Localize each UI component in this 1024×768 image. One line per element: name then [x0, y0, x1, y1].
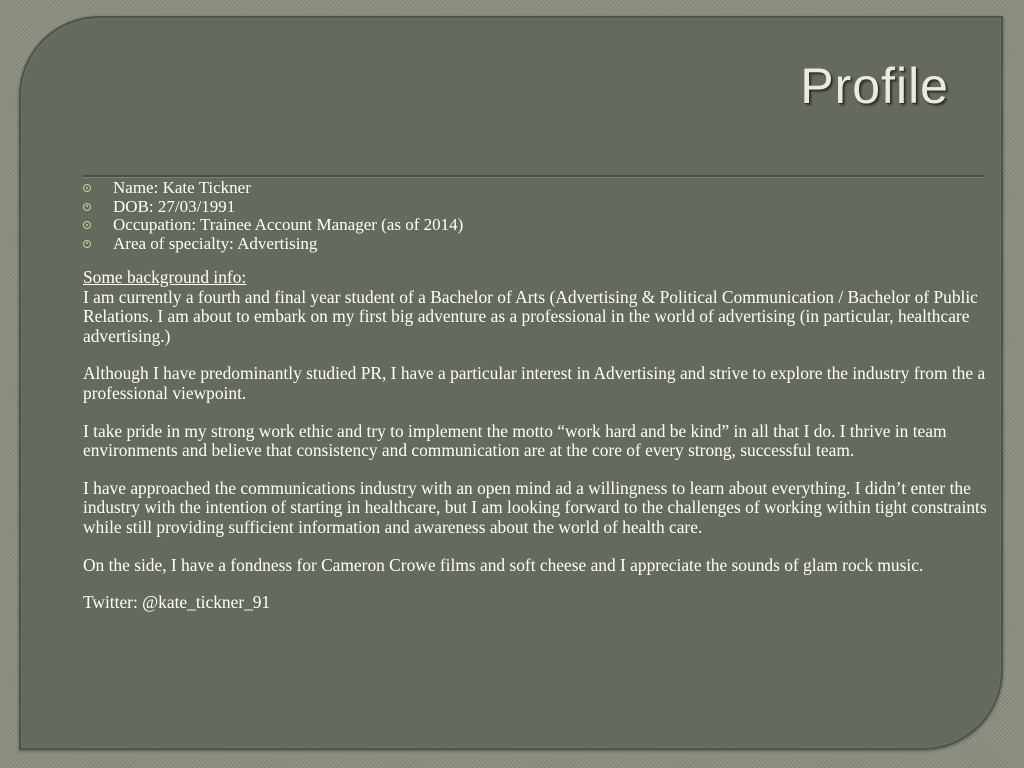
background-heading: Some background info:: [83, 267, 247, 287]
bullet-item-occupation: [83, 216, 463, 235]
background-paragraph-intro: [83, 268, 993, 346]
bullet-label: Occupation: Trainee Account Manager (as of 2014): [113, 215, 464, 234]
bullet-label: Area of specialty: Advertising: [113, 233, 318, 253]
background-paragraph: I have approached the communications industry with an open mind ad a willingness to learn about everything. I didn’t enter the industry with the intention of starting in healthcare, but I am looking forward to the challenges of working within tight constraints while still providing sufficient information and awareness about the world of health care.: [83, 477, 987, 537]
circle-bullet-icon: [83, 221, 91, 229]
circle-bullet-icon: [83, 184, 91, 192]
background-section: [83, 268, 993, 631]
background-paragraph: Although I have predominantly studied PR, I have a particular interest in Advertising and strive to explore the industry from the a professional viewpoint.: [83, 363, 986, 403]
circle-bullet-icon: [83, 203, 91, 211]
background-paragraph: I take pride in my strong work ethic and try to implement the motto “work hard and be kind” in all that I do. I thrive in team environments and believe that consistency and communication are at the core of every strong, successful team.: [83, 420, 947, 461]
bullet-label: Name: Kate Tickner: [113, 178, 251, 197]
bullet-label: DOB: 27/03/1991: [113, 196, 236, 216]
circle-bullet-icon: [83, 240, 91, 248]
slide-panel: [19, 16, 1003, 750]
slide-title: Profile: [800, 58, 949, 114]
bullet-item-specialty: [83, 235, 463, 254]
bullet-item-dob: [83, 198, 463, 217]
bullet-item-name: [83, 179, 463, 198]
background-paragraph: On the side, I have a fondness for Cameron Crowe films and soft cheese and I appreciate the sounds of glam rock music.: [83, 554, 924, 575]
background-text: I am currently a fourth and final year student of a Bachelor of Arts (Advertising & Political Communication / Bachelor of Public Relations. I am about to embark on my first big adventure as a professional in the world of advertising (in particular, healthcare advertising.): [83, 286, 978, 346]
twitter-handle: Twitter: @kate_tickner_91: [83, 592, 271, 613]
profile-bullet-list: [83, 179, 463, 253]
